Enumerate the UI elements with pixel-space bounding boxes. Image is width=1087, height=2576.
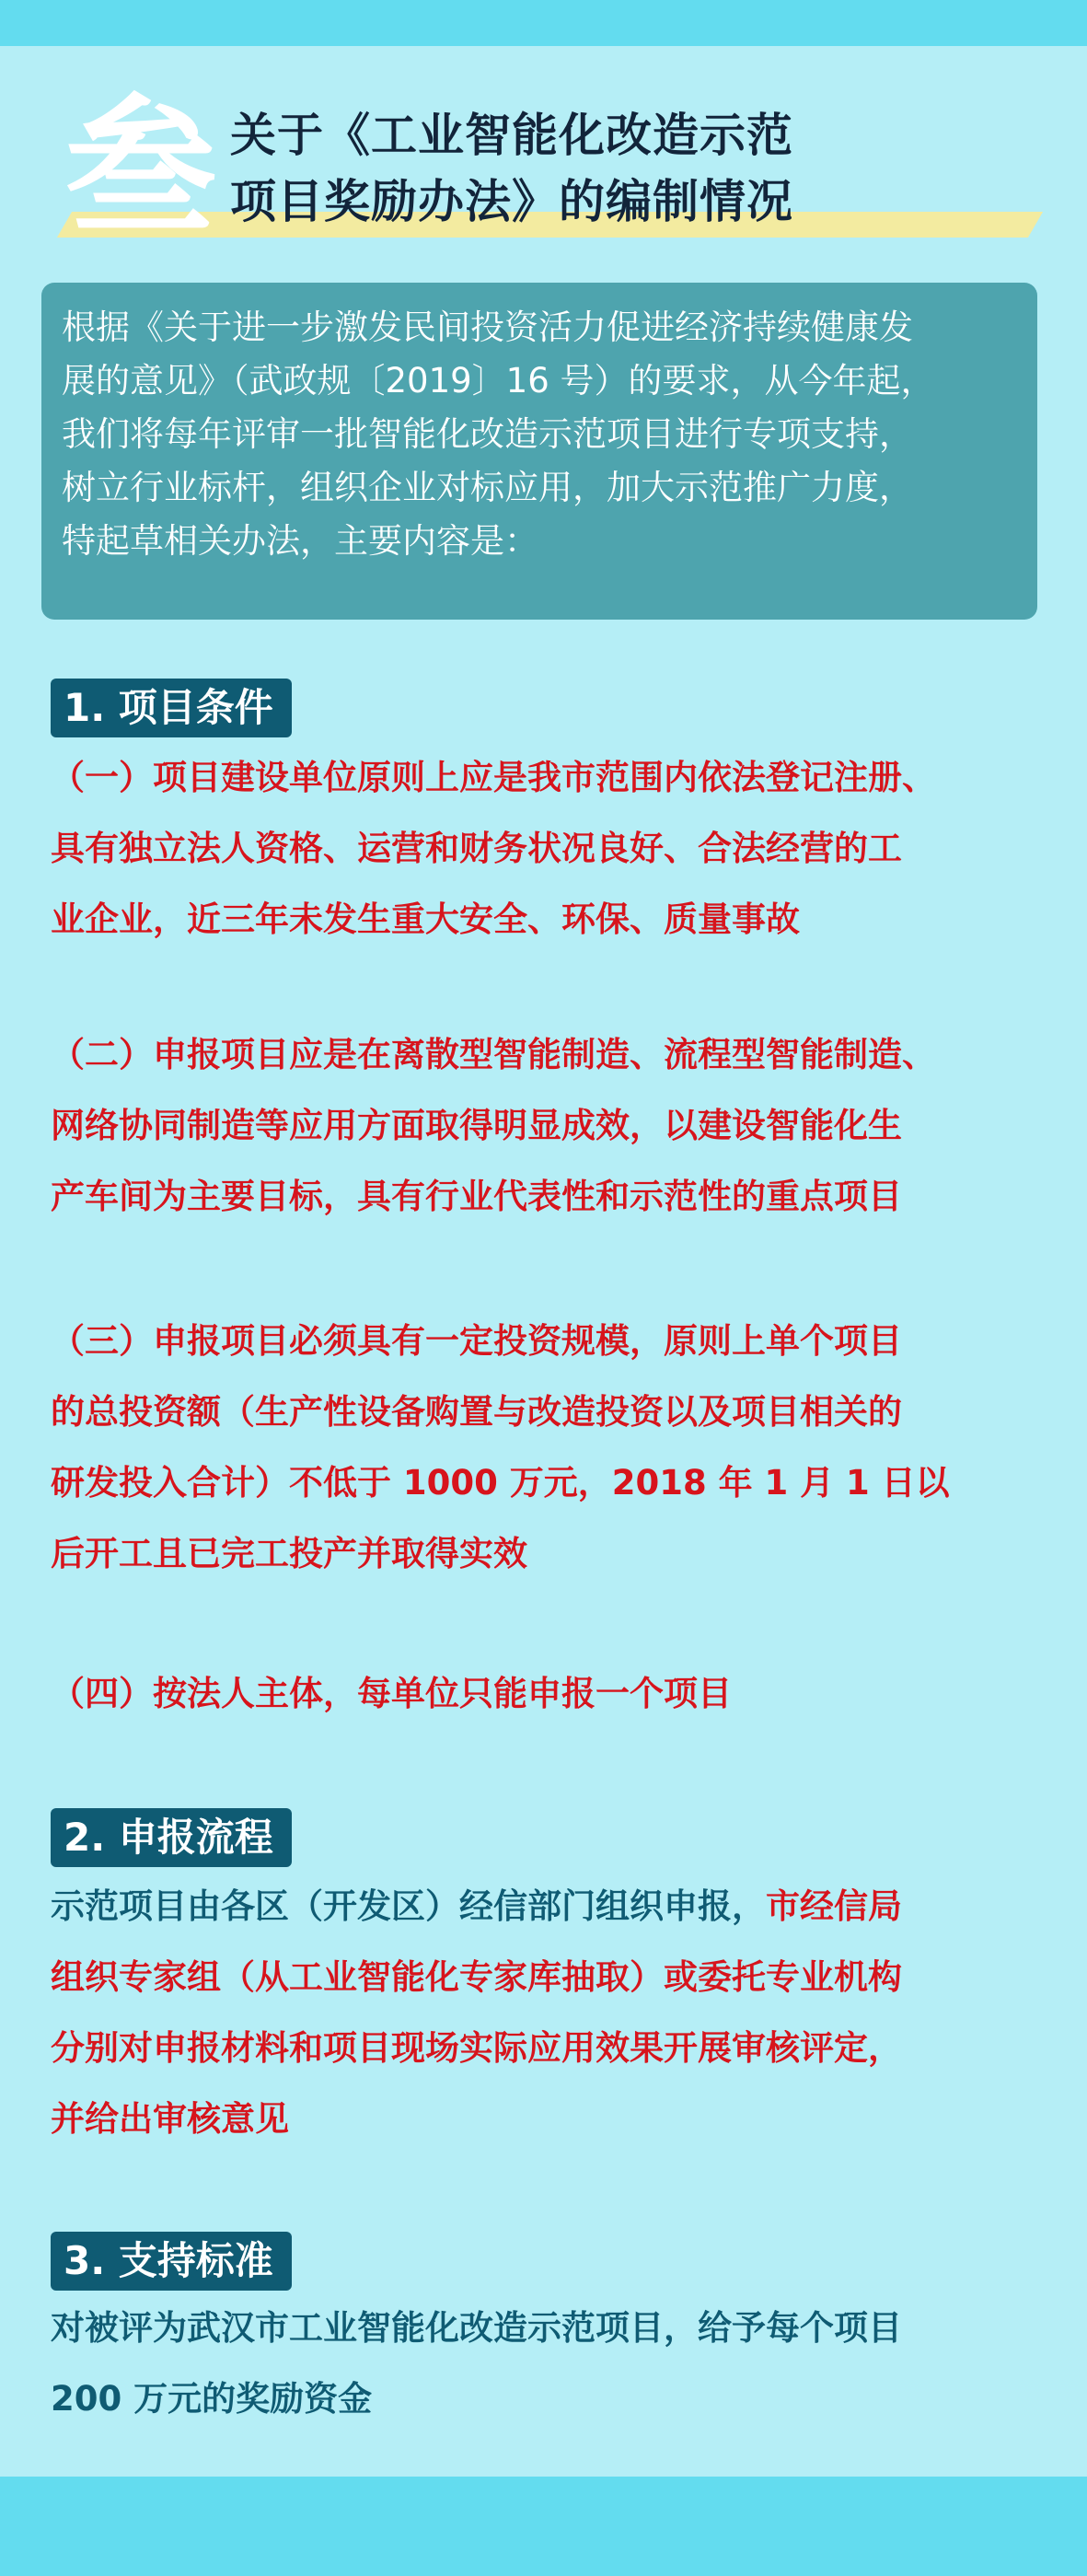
title-line-2: 项目奖励办法》的编制情况 [230, 174, 793, 228]
section-heading-conditions: 1. 项目条件 [51, 679, 292, 737]
intro-line: 展的意见》（武政规〔2019〕16 号）的要求，从今年起， [62, 361, 935, 400]
standard-paragraph [51, 2292, 1054, 2434]
condition-line: 后开工且已完工投产并取得实效 [51, 1534, 527, 1573]
condition-line: 研发投入合计）不低于 1000 万元，2018 年 1 月 1 日以 [51, 1463, 950, 1503]
section-heading-process: 2. 申报流程 [51, 1808, 292, 1867]
condition-line: （四）按法人主体，每单位只能申报一个项目 [51, 1674, 732, 1713]
condition-line: （三）申报项目必须具有一定投资规模，原则上单个项目 [51, 1321, 902, 1361]
condition-line: 产车间为主要目标，具有行业代表性和示范性的重点项目 [51, 1177, 902, 1216]
condition-item-1 [51, 742, 1054, 955]
condition-item-4 [51, 1658, 1054, 1729]
intro-line: 根据《关于进一步激发民间投资活力促进经济持续健康发 [62, 307, 913, 347]
page-title [230, 102, 793, 235]
intro-line: 我们将每年评审一批智能化改造示范项目进行专项支持， [62, 414, 913, 454]
process-line [51, 1871, 1054, 1942]
condition-line: 业企业，近三年未发生重大安全、环保、质量事故 [51, 899, 800, 939]
process-line-blue: 示范项目由各区（开发区）经信部门组织申报， [51, 1886, 766, 1926]
process-line: 分别对申报材料和项目现场实际应用效果开展审核评定， [51, 2028, 902, 2068]
process-line-red: 市经信局 [766, 1886, 902, 1926]
process-line: 组织专家组（从工业智能化专家库抽取）或委托专业机构 [51, 1957, 902, 1997]
condition-line: （一）项目建设单位原则上应是我市范围内依法登记注册、 [51, 758, 936, 797]
condition-item-3 [51, 1305, 1054, 1589]
bottom-band [0, 2477, 1087, 2576]
process-paragraph [51, 1871, 1054, 2154]
condition-line: （二）申报项目应是在离散型智能制造、流程型智能制造、 [51, 1035, 936, 1074]
condition-line: 的总投资额（生产性设备购置与改造投资以及项目相关的 [51, 1392, 902, 1432]
big-numeral: 叁 [64, 78, 216, 257]
intro-line: 特起草相关办法，主要内容是： [62, 521, 538, 561]
condition-line: 具有独立法人资格、运营和财务状况良好、合法经营的工 [51, 829, 902, 868]
intro-line: 树立行业标杆，组织企业对标应用，加大示范推广力度， [62, 468, 913, 507]
condition-item-2 [51, 1019, 1054, 1232]
condition-line: 网络协同制造等应用方面取得明显成效，以建设智能化生 [51, 1106, 902, 1145]
process-line: 并给出审核意见 [51, 2099, 289, 2139]
header [55, 78, 1031, 257]
section-heading-standard: 3. 支持标准 [51, 2232, 292, 2291]
title-line-1: 关于《工业智能化改造示范 [230, 108, 793, 162]
standard-line: 对被评为武汉市工业智能化改造示范项目，给予每个项目 [51, 2308, 902, 2348]
top-band [0, 0, 1087, 46]
standard-line: 200 万元的奖励资金 [51, 2379, 373, 2419]
intro-box [41, 283, 1037, 620]
